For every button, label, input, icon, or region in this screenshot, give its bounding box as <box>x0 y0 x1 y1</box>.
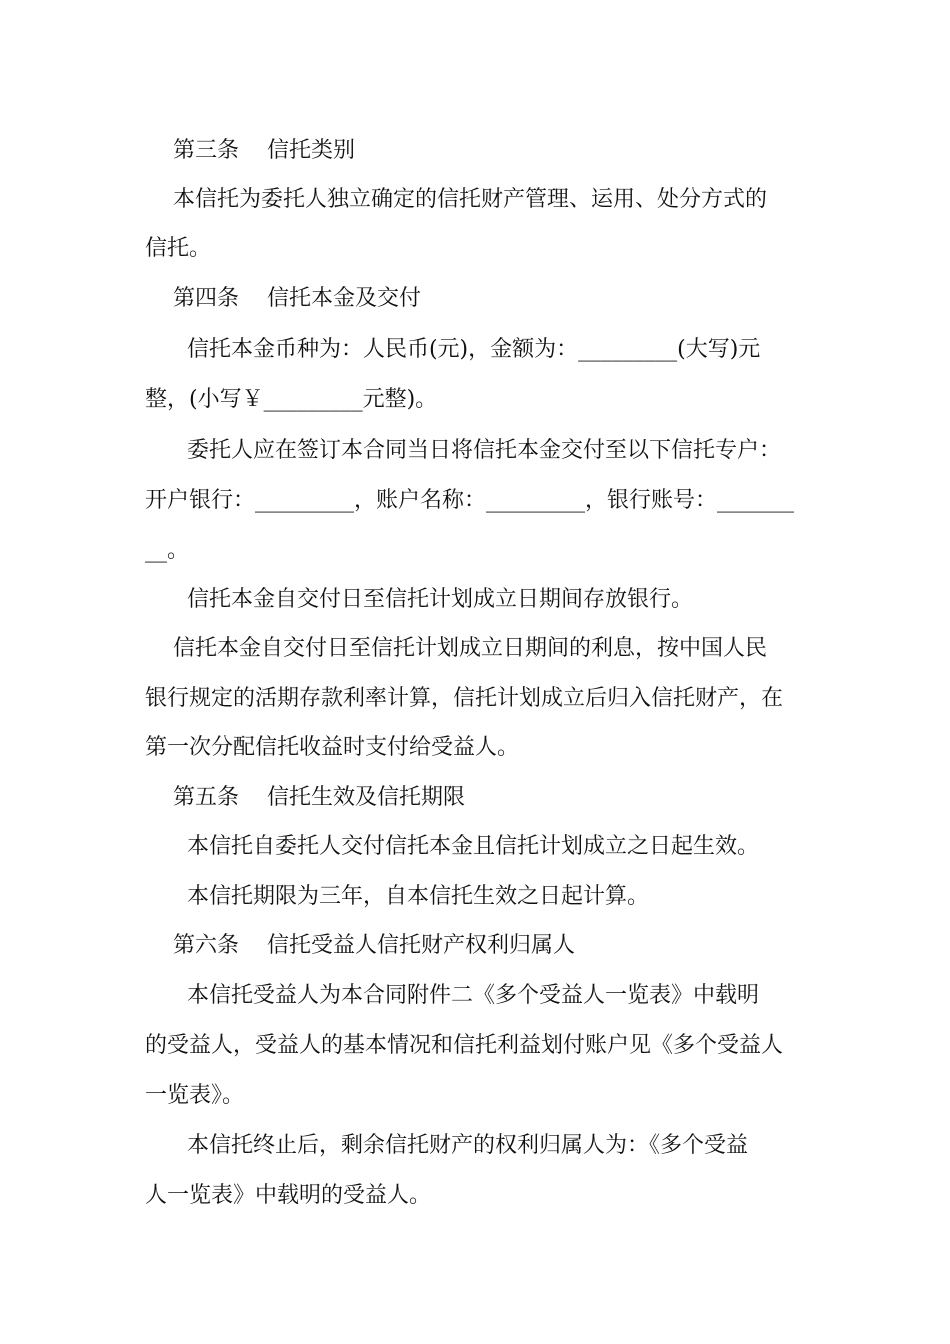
paragraph-line: 的受益人，受益人的基本情况和信托利益划付账户见《多个受益人 <box>145 1033 784 1058</box>
paragraph-line: 一览表》。 <box>145 1083 245 1108</box>
paragraph-line: 本信托受益人为本合同附件二《多个受益人一览表》中载明 <box>145 983 759 1008</box>
paragraph-line: 本信托为委托人独立确定的信托财产管理、运用、处分方式的 <box>145 187 767 212</box>
paragraph-line: 本信托终止后，剩余信托财产的权利归属人为：《多个受益 <box>145 1133 748 1158</box>
paragraph-line: 委托人应在签订本合同当日将信托本金交付至以下信托专户： <box>145 438 781 463</box>
paragraph-line: __。 <box>145 538 190 563</box>
paragraph-line: 信托。 <box>145 236 212 261</box>
paragraph-line: 信托本金币种为：人民币(元)，金额为：_________(大写)元 <box>145 337 761 362</box>
paragraph-line: 银行规定的活期存款利率计算，信托计划成立后归入信托财产，在 <box>145 686 784 711</box>
paragraph-line: 信托本金自交付日至信托计划成立日期间存放银行。 <box>145 587 693 612</box>
article-6-heading: 第六条 信托受益人信托财产权利归属人 <box>145 933 575 958</box>
article-5-heading: 第五条 信托生效及信托期限 <box>145 785 465 810</box>
paragraph-line: 整，(小写￥_________元整)。 <box>145 387 438 412</box>
article-4-heading: 第四条 信托本金及交付 <box>145 286 421 311</box>
paragraph-line: 本信托期限为三年，自本信托生效之日起计算。 <box>145 884 649 909</box>
paragraph-line: 信托本金自交付日至信托计划成立日期间的利息，按中国人民 <box>145 636 767 661</box>
paragraph-line: 开户银行：_________，账户名称：_________，银行账号：_______ <box>145 488 795 513</box>
paragraph-line: 人一览表》中载明的受益人。 <box>145 1183 432 1208</box>
article-3-heading: 第三条 信托类别 <box>145 138 355 163</box>
paragraph-line: 第一次分配信托收益时支付给受益人。 <box>145 735 520 760</box>
paragraph-line: 本信托自委托人交付信托本金且信托计划成立之日起生效。 <box>145 834 759 859</box>
